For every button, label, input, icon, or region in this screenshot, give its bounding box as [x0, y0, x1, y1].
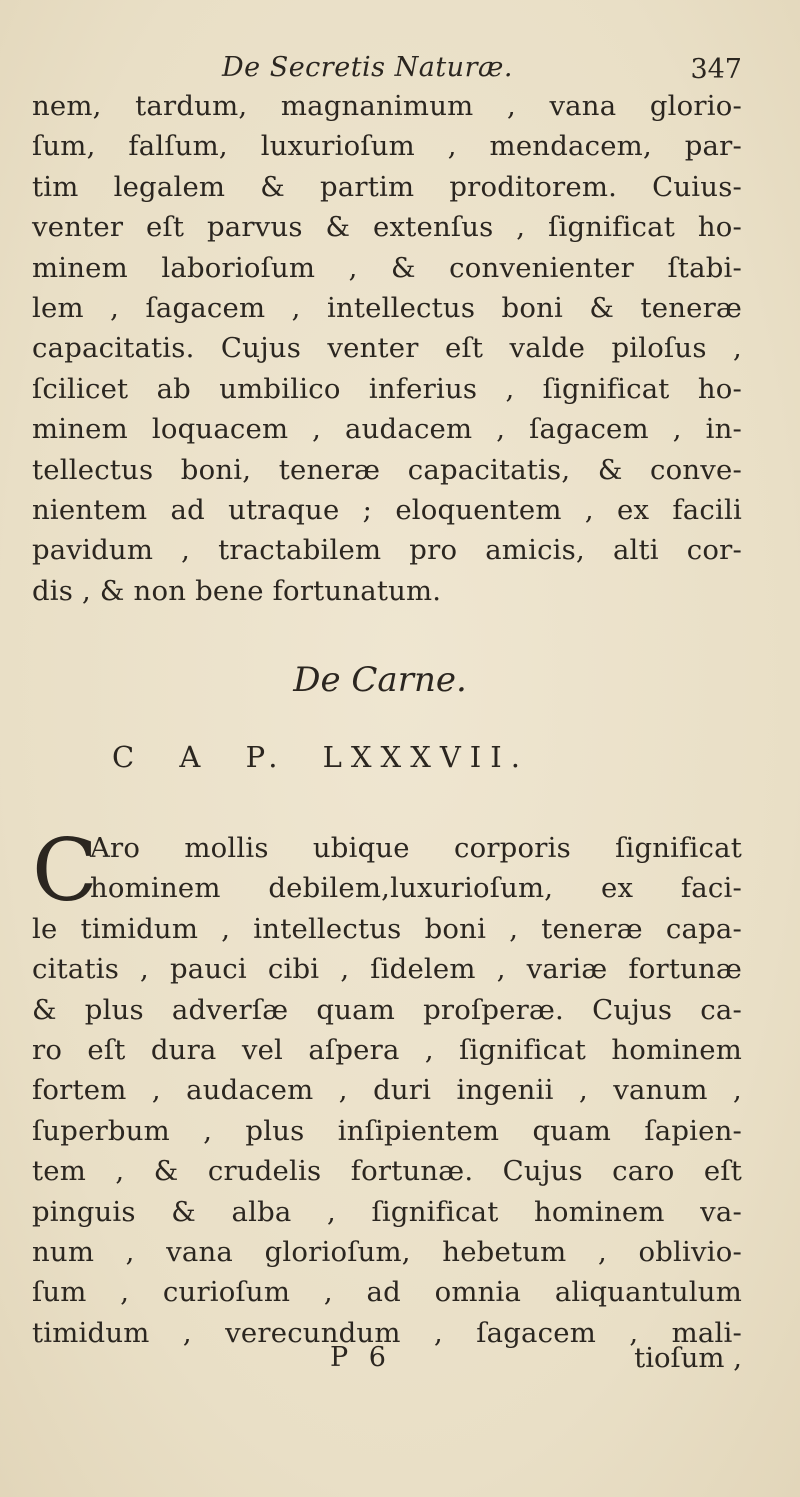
text-line: minem laborioſum , & convenienter ſtabi- [32, 251, 742, 284]
paragraph-1 [32, 86, 742, 611]
text-line: capacitatis. Cujus venter eſt valde piloſus , [32, 332, 742, 365]
paragraph-2 [32, 821, 742, 1353]
text-line: dis , & non bene fortunatum. [32, 574, 442, 607]
text-line: tellectus boni, teneræ capacitatis, & conve- [32, 453, 742, 486]
text-line: ſcilicet ab umbilico inferius , ſignificat ho- [32, 372, 742, 405]
text-line: timidum , verecundum , ſagacem , mali- [32, 1316, 742, 1349]
text-line: hominem debilem,luxurioſum, ex faci- [90, 872, 742, 905]
text-line: tim legalem & partim proditorem. Cuius- [32, 170, 742, 203]
signature-mark: P 6 [330, 1342, 386, 1373]
text-line: ro eſt dura vel aſpera , ſignificat hominem [32, 1033, 742, 1066]
text-line: venter eſt parvus & extenſus , ſignificat ho- [32, 211, 742, 244]
text-line: Aro mollis ubique corporis ſignificat [90, 832, 742, 864]
text-line: nientem ad utraque ; eloquentem , ex facili [32, 493, 742, 526]
text-line: pavidum , tractabilem pro amicis, alti cor- [32, 534, 742, 567]
drop-cap: C [32, 821, 98, 921]
text-line: tem , & crudelis fortunæ. Cujus caro eſt [32, 1155, 742, 1188]
page-footer [32, 1342, 742, 1382]
text-line: minem loquacem , audacem , ſagacem , in- [32, 413, 742, 446]
catchword: tioſum , [634, 1342, 742, 1374]
text-line: le timidum , intellectus boni , teneræ capa- [32, 912, 742, 945]
text-line: ſum, falſum, luxurioſum , mendacem, par- [32, 130, 742, 163]
page-number: 347 [690, 54, 742, 85]
text-line: ſuperbum , plus inſipientem quam ſapien- [32, 1114, 742, 1147]
text-line: num , vana glorioſum, hebetum , oblivio- [32, 1235, 742, 1268]
text-line: ſum , curioſum , ad omnia aliquantulum [32, 1276, 742, 1309]
chapter-heading: C A P. LXXXVII. [112, 740, 529, 774]
section-title: De Carne. [293, 660, 467, 700]
text-line: & plus adverſæ quam proſperæ. Cujus ca- [32, 993, 742, 1026]
text-line: pinguis & alba , ſignificat hominem va- [32, 1195, 742, 1228]
running-title: De Secretis Naturæ. [222, 52, 513, 83]
text-line: fortem , audacem , duri ingenii , vanum , [32, 1074, 742, 1107]
text-line: lem , ſagacem , intellectus boni & teneræ [32, 291, 742, 324]
text-line: citatis , pauci cibi , ſidelem , variæ fortunæ [32, 953, 742, 986]
text-line: nem, tardum, magnanimum , vana glorio- [32, 90, 742, 122]
